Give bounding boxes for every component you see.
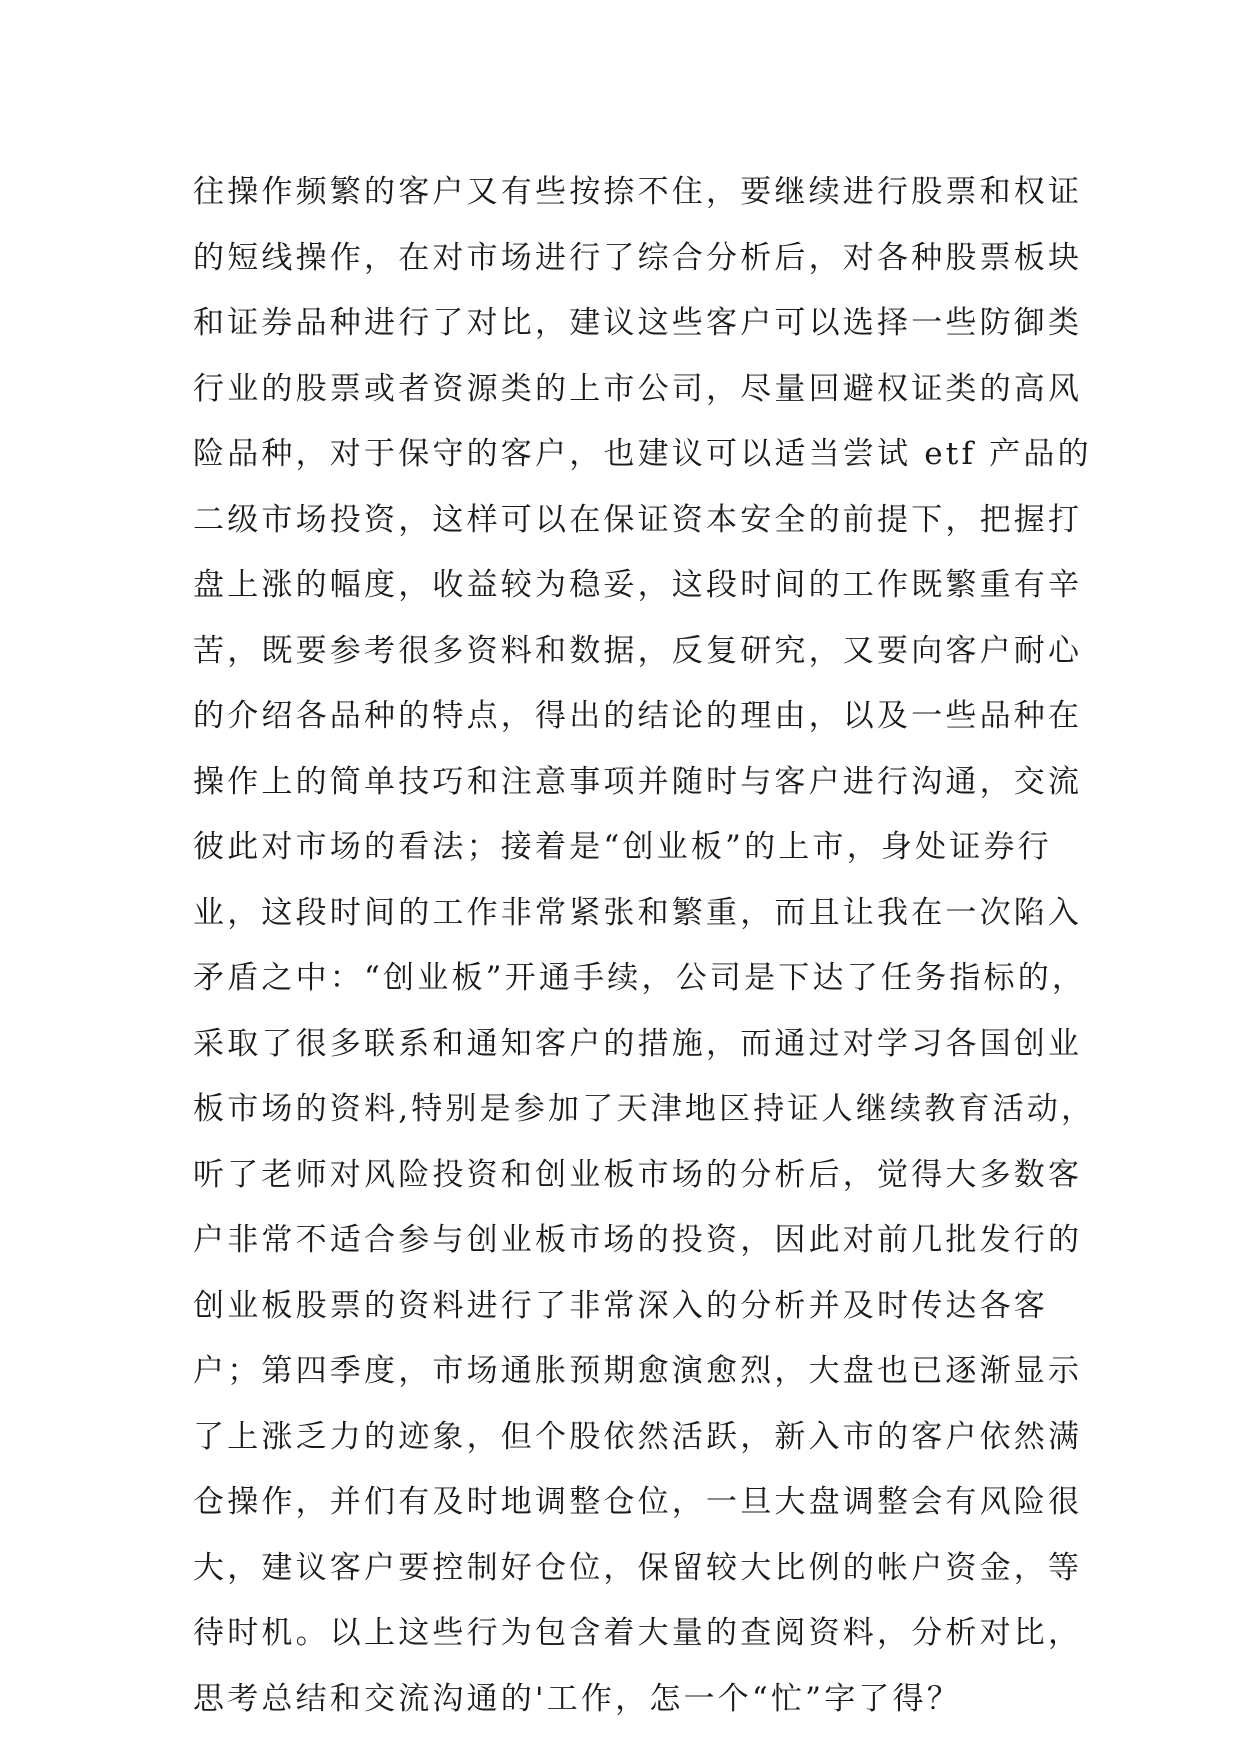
text-line: 待时机。以上这些行为包含着大量的查阅资料，分析对比， [193,1615,1083,1651]
text-line: 险品种，对于保守的客户，也建议可以适当尝试 etf 产品的 [193,436,1092,472]
text-line: 户；第四季度，市场通胀预期愈演愈烈，大盘也已逐渐显示 [193,1353,1083,1389]
body-text [193,160,1096,1732]
text-line: 矛盾之中：“创业板”开通手续，公司是下达了任务指标的， [193,960,1087,996]
text-line: 彼此对市场的看法；接着是“创业板”的上市，身处证券行 [193,829,1052,865]
text-line: 的介绍各品种的特点，得出的结论的理由，以及一些品种在 [193,698,1083,734]
text-line: 的短线操作，在对市场进行了综合分析后，对各种股票板块 [193,239,1083,276]
text-line: 苦，既要参考很多资料和数据，反复研究，又要向客户耐心 [193,632,1083,669]
text-line: 业，这段时间的工作非常紧张和繁重，而且让我在一次陷入 [193,894,1083,931]
text-line: 户非常不适合参与创业板市场的投资，因此对前几批发行的 [193,1222,1083,1258]
text-line: 思考总结和交流沟通的'工作，怎一个“忙”字了得？ [193,1680,962,1717]
text-line: 操作上的简单技巧和注意事项并随时与客户进行沟通，交流 [193,763,1083,800]
text-line: 采取了很多联系和通知客户的措施，而通过对学习各国创业 [193,1025,1083,1062]
text-line: 创业板股票的资料进行了非常深入的分析并及时传达各客 [193,1287,1048,1324]
text-line: 二级市场投资，这样可以在保证资本安全的前提下，把握打 [193,501,1083,538]
text-line: 板市场的资料,特别是参加了天津地区持证人继续教育活动， [193,1091,1096,1127]
text-line: 大，建议客户要控制好仓位，保留较大比例的帐户资金，等 [193,1549,1083,1586]
text-line: 仓操作，并们有及时地调整仓位，一旦大盘调整会有风险很 [193,1484,1083,1520]
text-line: 和证券品种进行了对比，建议这些客户可以选择一些防御类 [193,305,1083,341]
text-line: 听了老师对风险投资和创业板市场的分析后，觉得大多数客 [193,1156,1083,1193]
text-line: 了上涨乏力的迹象，但个股依然活跃，新入市的客户依然满 [193,1418,1083,1455]
text-line: 盘上涨的幅度，收益较为稳妥，这段时间的工作既繁重有辛 [193,567,1083,603]
text-line: 往操作频繁的客户又有些按捺不住，要继续进行股票和权证 [193,174,1083,210]
text-line: 行业的股票或者资源类的上市公司，尽量回避权证类的高风 [193,370,1083,407]
